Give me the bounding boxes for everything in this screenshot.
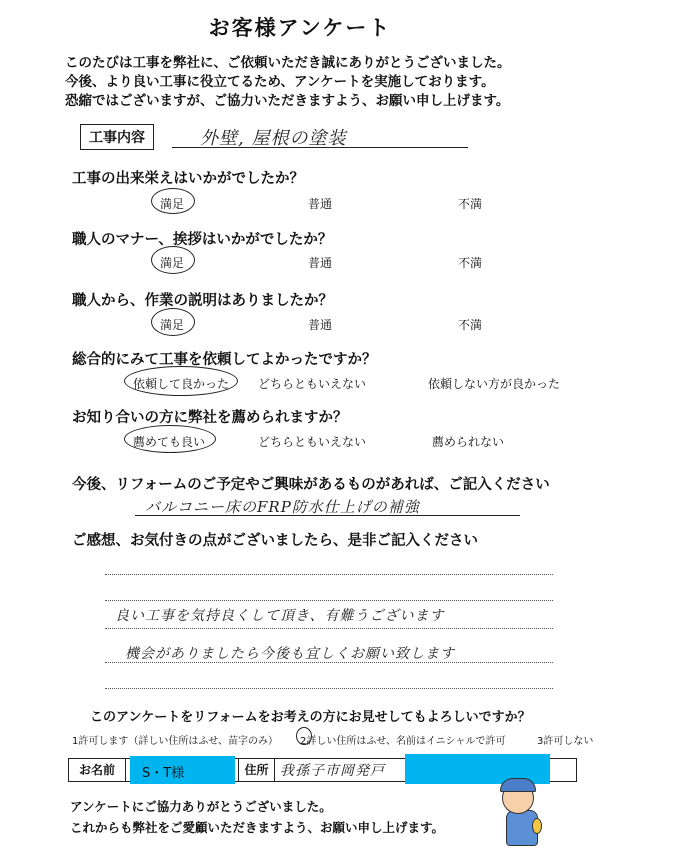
q3-option-normal[interactable]: 普通: [308, 318, 333, 332]
q4-option-bad[interactable]: 依頼しない方が良かった: [428, 377, 561, 391]
q1-option-normal[interactable]: 普通: [308, 197, 333, 211]
q2-option-dissatisfied[interactable]: 不満: [458, 256, 483, 270]
q4-selected-circle: [124, 366, 238, 396]
q3-selected-circle: [151, 308, 195, 336]
question-4: 総合的にみて工事を依頼してよかったですか？: [72, 352, 377, 368]
q3-option-satisfied[interactable]: 満足: [160, 318, 185, 332]
q4-option-neutral[interactable]: どちらともいえない: [258, 377, 367, 391]
comment-line-3: [105, 628, 553, 629]
closing-line-2: これからも弊社をご愛顧いただきますよう、お願い申し上げます。: [70, 820, 445, 835]
consent-option-3[interactable]: 3許可しない: [537, 736, 594, 747]
consent-option-1[interactable]: 1許可します（詳しい住所はふせ、苗字のみ）: [72, 736, 279, 747]
question-1: 工事の出来栄えはいかがでしたか？: [72, 171, 304, 187]
comment-text-1: 良い工事を気持良くして頂き、有難うございます: [115, 608, 445, 624]
address-value: 我孫子市岡発戸: [280, 763, 385, 779]
intro-line-2: 今後、より良い工事に役立てるため、アンケートを実施しております。: [65, 74, 495, 90]
comment-line-5: [105, 688, 553, 689]
consent-selected-circle: [296, 727, 312, 745]
q4-option-good[interactable]: 依頼して良かった: [133, 377, 230, 391]
consent-option-2[interactable]: 2詳しい住所はふせ、名前はイニシャルで許可: [300, 736, 506, 747]
comment-line-1: [105, 574, 553, 575]
question-3: 職人から、作業の説明はありましたか？: [72, 293, 333, 309]
question-5: お知り合いの方に弊社を薦められますか？: [72, 410, 348, 426]
q1-option-dissatisfied[interactable]: 不満: [458, 197, 483, 211]
work-underline: [172, 147, 468, 148]
q2-option-satisfied[interactable]: 満足: [160, 256, 185, 270]
q2-option-normal[interactable]: 普通: [308, 256, 333, 270]
address-label: 住所: [238, 758, 275, 782]
consent-question: このアンケートをリフォームをお考えの方にお見せしてもよろしいですか？: [90, 710, 531, 725]
q1-selected-circle: [151, 188, 195, 214]
q2-selected-circle: [151, 246, 195, 274]
comment-line-2: [105, 600, 553, 601]
reform-underline: [135, 515, 520, 516]
q3-option-dissatisfied[interactable]: 不満: [458, 318, 483, 332]
q5-option-no[interactable]: 薦められない: [432, 435, 505, 449]
reform-answer: バルコニー床のFRP防水仕上げの補強: [145, 498, 420, 516]
work-label: 工事内容: [80, 124, 154, 150]
closing-line-1: アンケートにご協力ありがとうございました。: [70, 799, 332, 814]
name-label: お名前: [68, 758, 126, 782]
comments-question: ご感想、お気付きの点がございましたら、是非ご記入ください: [72, 533, 478, 549]
page-title: お客様アンケート: [208, 16, 392, 40]
question-2: 職人のマナー、挨拶はいかがでしたか？: [72, 232, 333, 248]
comment-text-2: 機会がありましたら今後も宜しくお願い致します: [125, 646, 455, 662]
intro-line-3: 恐縮ではございますが、ご協力いただきますよう、お願い申し上げます。: [65, 93, 510, 109]
intro-line-1: このたびは工事を弊社に、ご依頼いただき誠にありがとうございました。: [65, 55, 511, 71]
work-value: 外壁, 屋根の塗装: [200, 128, 347, 149]
comment-line-4: [105, 662, 553, 663]
q5-option-neutral[interactable]: どちらともいえない: [258, 435, 367, 449]
name-value: S・T様: [142, 766, 185, 781]
reform-question: 今後、リフォームのご予定やご興味があるものがあれば、ご記入ください: [72, 477, 550, 493]
q5-selected-circle: [124, 425, 216, 453]
q5-option-recommend[interactable]: 薦めても良い: [133, 435, 206, 449]
q1-option-satisfied[interactable]: 満足: [160, 197, 185, 211]
